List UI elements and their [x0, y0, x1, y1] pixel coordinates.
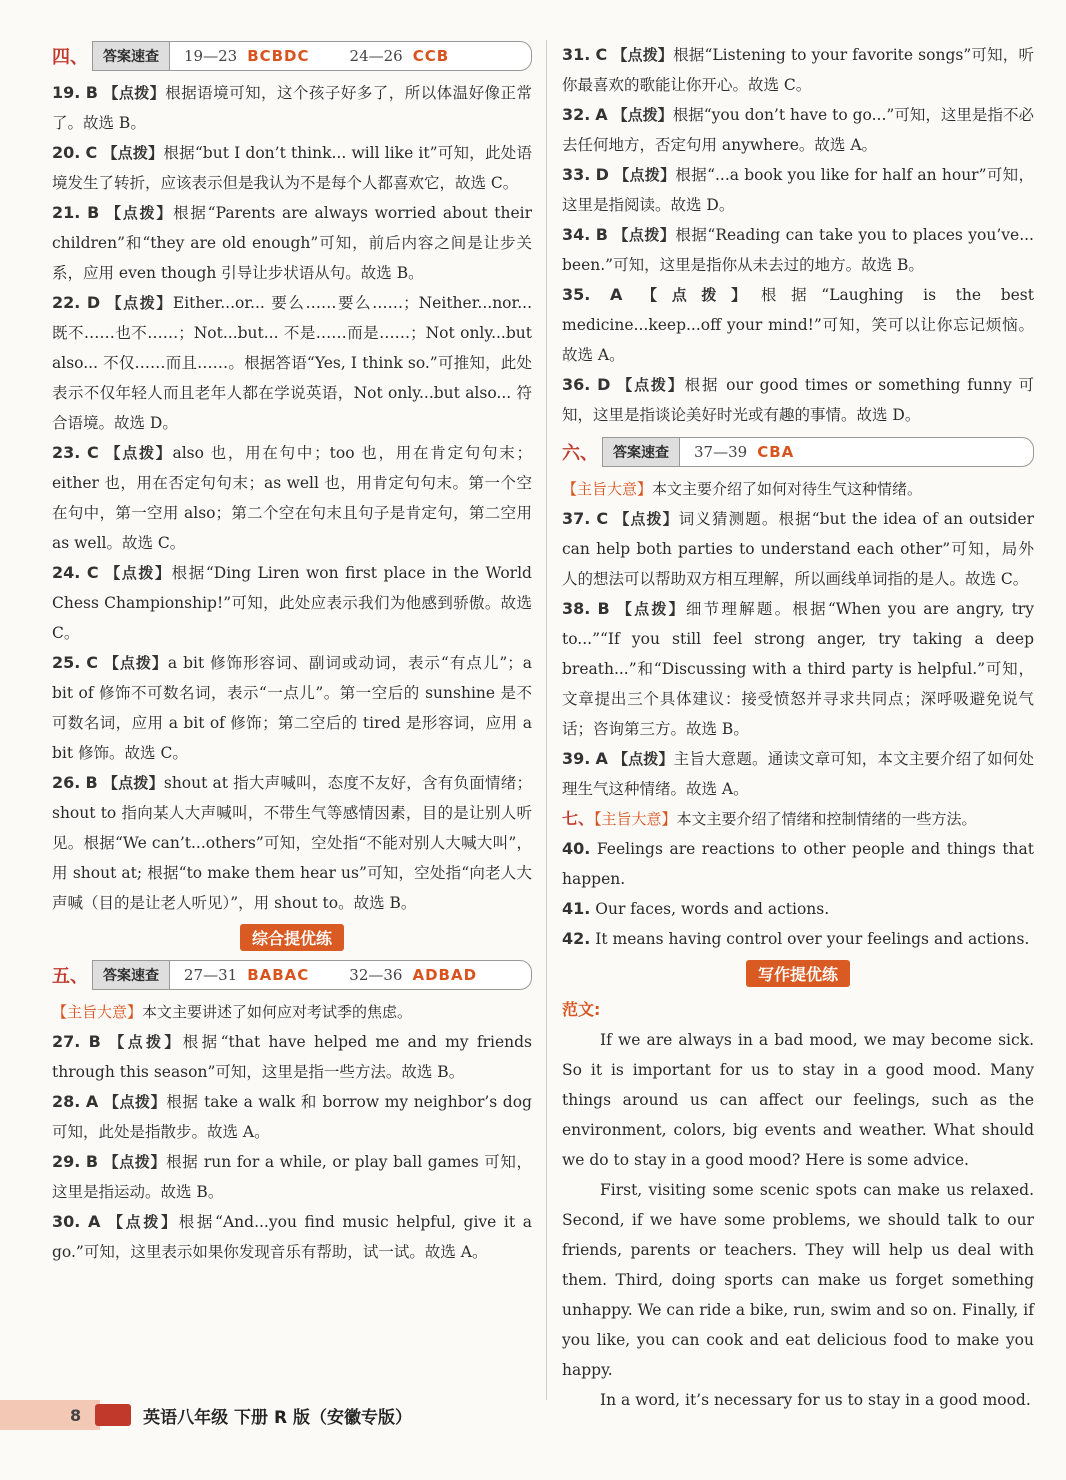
- answer-list-31-36: [562, 40, 1034, 430]
- left-column: [52, 40, 532, 1267]
- main-idea: 【主旨大意】本文主要讲述了如何应对考试季的焦虑。: [52, 1003, 413, 1021]
- answer-item: 30. A 【点拨】根据“And...you find music helpful, give it a go.”可知，这里表示如果你发现音乐有帮助，试一试。故选 A。: [52, 1212, 532, 1261]
- answer-item: 41. Our faces, words and actions.: [562, 899, 830, 918]
- answer-item: 29. B 【点拨】根据 run for a while, or play ball games 可知，这里是指运动。故选 B。: [52, 1152, 532, 1201]
- answer-list-40-42: [562, 834, 1034, 954]
- book-title: 英语八年级 下册 R 版（安徽专版）: [143, 1407, 412, 1428]
- page-number: 8: [70, 1405, 82, 1425]
- answer-range: 19—23: [184, 47, 238, 65]
- essay-paragraph: First, visiting some scenic spots can make us relaxed. Second, if we have some problems, we should talk to our friends, parents or teachers. They will help us deal with them. Third, doing sports can make us forget something unhappy. We can ride a bike, run, swim and so on. Finally, if you like, you can cook and eat delicious food to make you happy.: [562, 1181, 1034, 1379]
- answer-range: 24—26: [349, 47, 403, 65]
- column-divider: [546, 40, 547, 1400]
- answer-list-27-30: [52, 1027, 532, 1267]
- answer-item: 34. B 【点拨】根据“Reading can take you to places you’ve... been.”可知，这里是指你从未去过的地方。故选 B。: [562, 225, 1034, 274]
- answer-item: 24. C 【点拨】根据“Ding Liren won first place in the World Chess Championship!”可知，此处应表示我们为他感到骄傲。故选 C。: [52, 563, 532, 642]
- answer-label: 答案速查: [603, 438, 680, 466]
- answer-item: 33. D 【点拨】根据“...a book you like for half an hour”可知，这里是指阅读。故选 D。: [562, 165, 1034, 214]
- answer-item: 39. A 【点拨】主旨大意题。通读文章可知，本文主要介绍了如何处理生气这种情绪。故选 A。: [562, 749, 1034, 798]
- answer-item: 19. B 【点拨】根据语境可知，这个孩子好多了，所以体温好像正常了。故选 B。: [52, 83, 532, 132]
- answer-item: 38. B 【点拨】细节理解题。根据“When you are angry, try to...”“If you still feel strong anger, try taking a deep breath...”和“Discussing with a third party is helpful.”可知，文章提出三个具体建议：接受愤怒并寻求共同点；深呼吸避免说气话；咨询第三方。故选 B。: [562, 599, 1034, 738]
- answer-item: 40. Feelings are reactions to other people and things that happen.: [562, 839, 1034, 888]
- footer-bar: [0, 1400, 100, 1430]
- model-essay-label: 范文:: [562, 1000, 601, 1019]
- answer-label: 答案速查: [93, 961, 170, 989]
- answer-box: [602, 437, 1034, 467]
- answer-item: 35. A 【点拨】根据“Laughing is the best medicine...keep...off your mind!”可知，笑可以让你忘记烦恼。故选 A。: [562, 285, 1034, 364]
- answer-quick-check-4: [52, 40, 532, 72]
- page-footer: [0, 1400, 540, 1430]
- main-idea: 【主旨大意】本文主要介绍了如何对待生气这种情绪。: [562, 480, 923, 498]
- answer-item: 25. C 【点拨】a bit 修饰形容词、副词或动词，表示“有点儿”；a bit of 修饰不可数名词，表示“一点儿”。第一空后的 sunshine 是不可数名词，应用 a bit of 修饰；第二空后的 tired 是形容词，应用 a bit 修饰。故选 C。: [52, 653, 532, 762]
- essay-paragraph: In a word, it’s necessary for us to stay in a good mood.: [600, 1391, 1031, 1409]
- answer-letters: ADBAD: [412, 966, 478, 984]
- essay-paragraph: If we are always in a bad mood, we may become sick. So it is important for us to stay in a good mood. Many things around us can affect our feelings, such as the environment, colors, big events and weather. What should we do to stay in a good mood? Here is some advice.: [562, 1031, 1034, 1169]
- publisher-logo-icon: [95, 1404, 131, 1426]
- answer-range: 27—31: [184, 966, 238, 984]
- answer-item: 42. It means having control over your feelings and actions.: [562, 929, 1030, 948]
- section-number: 五、: [52, 966, 88, 987]
- answer-item: 20. C 【点拨】根据“but I don’t think... will like it”可知，此处语境发生了转折，应该表示但是我认为不是每个人都喜欢它，故选 C。: [52, 143, 532, 192]
- answer-item: 32. A 【点拨】根据“you don’t have to go...”可知，这里是指不必去任何地方，否定句用 anywhere。故选 A。: [562, 105, 1034, 154]
- right-column: [562, 40, 1034, 1415]
- section-title: 综合提优练: [52, 924, 532, 951]
- answer-item: 26. B 【点拨】shout at 指大声喊叫，态度不友好，含有负面情绪；shout to 指向某人大声喊叫，不带生气等感情因素，目的是让别人听见。根据“We can’t...others”可知，空处指“不能对别人大喊大叫”，用 shout at; 根据“to make them hear us”可知，空处指“向老人大声喊（目的是让老人听见）”，用 shout to。故选 B。: [52, 773, 532, 912]
- answer-item: 23. C 【点拨】also 也，用在句中；too 也，用在肯定句句末；either 也，用在否定句句末；as well 也，用肯定句句末。第一个空在句中，第一空用 also；第二个空在句末且句子是肯定句，第二空用 as well。故选 C。: [52, 443, 532, 552]
- answer-range: 32—36: [349, 966, 403, 984]
- answer-item: 28. A 【点拨】根据 take a walk 和 borrow my neighbor’s dog 可知，此处是指散步。故选 A。: [52, 1092, 532, 1141]
- answer-range: 37—39: [694, 443, 748, 461]
- answer-box: [92, 960, 532, 990]
- answer-item: 22. D 【点拨】Either...or... 要么……要么……；Neither...nor... 既不……也不……；Not...but... 不是……而是……；Not only...but also... 不仅……而且……。根据答语“Yes, I think so.”可推知，此处表示不仅年轻人而且老年人都在学说英语，Not only...but also... 符合语境。故选 D。: [52, 293, 532, 432]
- answer-label: 答案速查: [93, 42, 170, 70]
- answer-quick-check-5: [52, 959, 532, 991]
- answer-item: 36. D 【点拨】根据 our good times or something funny 可知，这里是指谈论美好时光或有趣的事情。故选 D。: [562, 375, 1034, 424]
- section-number: 四、: [52, 47, 88, 68]
- answer-item: 31. C 【点拨】根据“Listening to your favorite songs”可知，听你最喜欢的歌能让你开心。故选 C。: [562, 45, 1034, 94]
- answer-list-37-39: [562, 504, 1034, 804]
- answer-letters: CBA: [757, 443, 795, 461]
- section-title: 写作提优练: [562, 960, 1034, 987]
- answer-item: 21. B 【点拨】根据“Parents are always worried about their children”和“they are old enough”可知，前后内容之间是让步关系，应用 even though 引导让步状语从句。故选 B。: [52, 203, 533, 282]
- answer-letters: BCBDC: [247, 47, 310, 65]
- main-idea-7: 七、【主旨大意】本文主要介绍了情绪和控制情绪的一些方法。: [562, 809, 977, 828]
- model-essay: [562, 1025, 1034, 1415]
- answer-item: 37. C 【点拨】词义猜测题。根据“but the idea of an outsider can help both parties to understand each other”可知，局外人的想法可以帮助双方相互理解，所以画线单词指的是人。故选 C。: [562, 509, 1034, 588]
- answer-letters: BABAC: [247, 966, 310, 984]
- answer-item: 27. B 【点拨】根据“that have helped me and my friends through this season”可知，这里是指一些方法。故选 B。: [52, 1032, 532, 1081]
- answer-list-19-26: [52, 78, 532, 918]
- answer-quick-check-6: [562, 436, 1034, 468]
- answer-letters: CCB: [412, 47, 450, 65]
- answer-box: [92, 41, 532, 71]
- section-number: 六、: [562, 443, 598, 464]
